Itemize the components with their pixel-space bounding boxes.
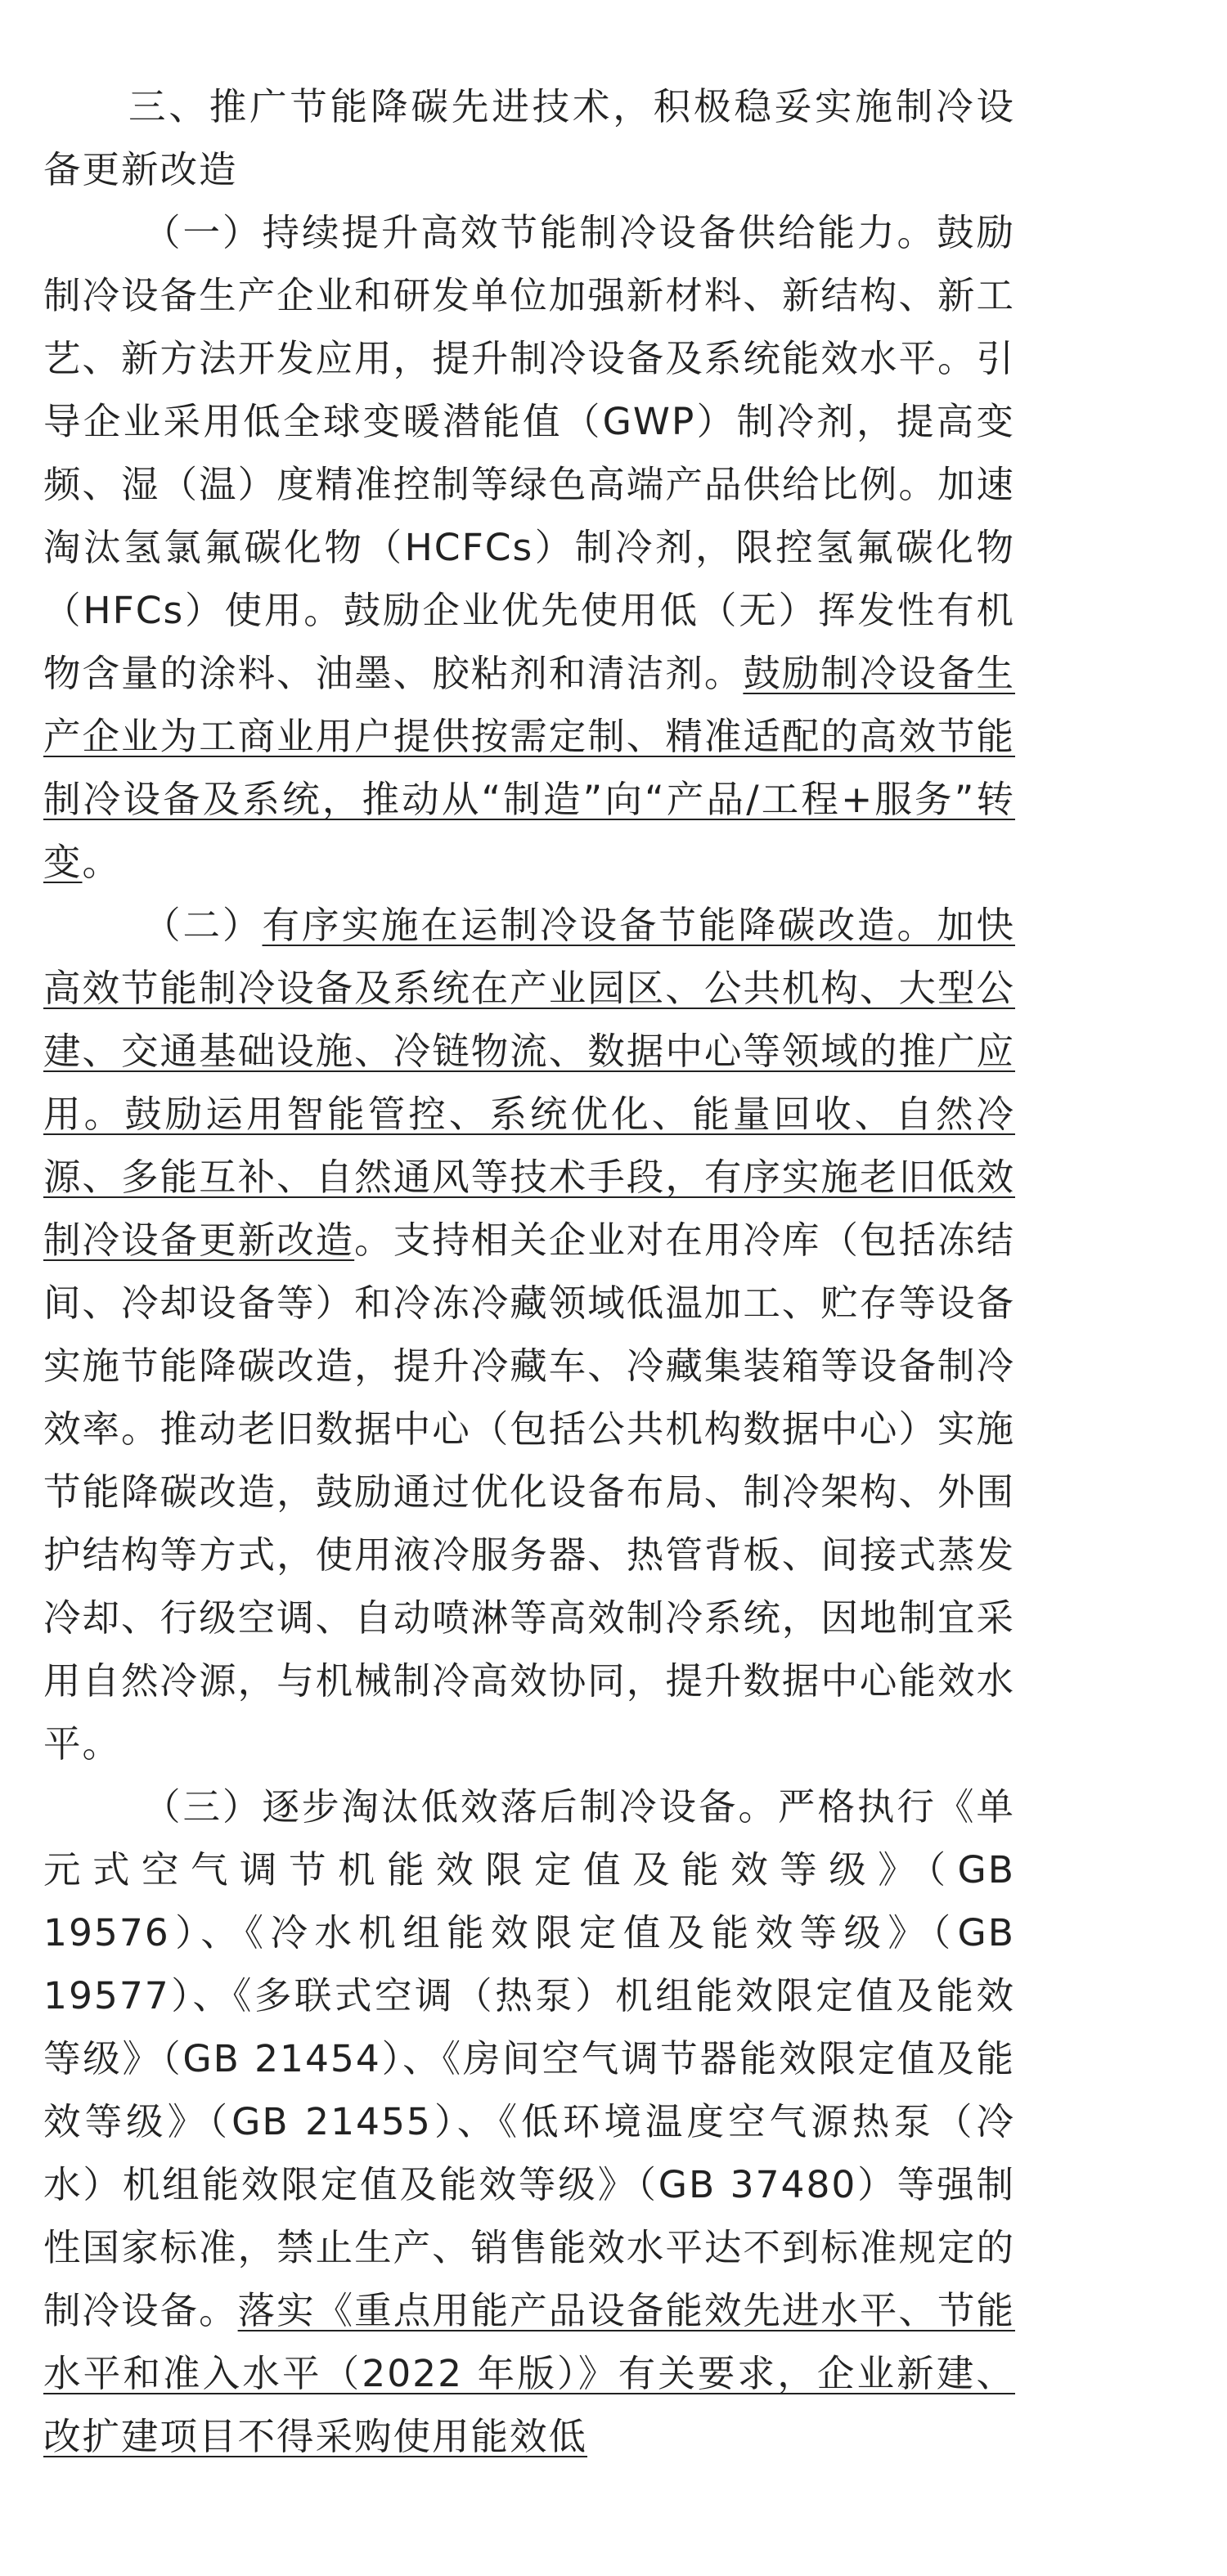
document-body — [43, 75, 1015, 2468]
underlined-text: 鼓励制冷设备生产企业为工商业用户提供按需定制、精准适配的高效节能制冷设备及系统，推动从“制造”向“产品/工程+服务”转变 — [43, 652, 1015, 884]
underlined-text: 落实《重点用能产品设备能效先进水平、节能水平和准入水平（2022 年版）》有关要求，企业新建、改扩建项目不得采购使用能效低 — [43, 2289, 1015, 2458]
underlined-text: 有序实施在运制冷设备节能降碳改造。加快高效节能制冷设备及系统在产业园区、公共机构、大型公建、交通基础设施、冷链物流、数据中心等领域的推广应用。鼓励运用智能管控、系统优化、能量回收、自然冷源、多能互补、自然通风等技术手段，有序实施老旧低效制冷设备更新改造 — [43, 904, 1015, 1262]
paragraph-text: 。 — [82, 841, 122, 884]
paragraph-retrofit — [43, 894, 1015, 1775]
section-heading — [43, 75, 1015, 201]
paragraph-text: （二） — [143, 904, 263, 947]
paragraph-text: （一）持续提升高效节能制冷设备供给能力。鼓励制冷设备生产企业和研发单位加强新材料、新结构、新工艺、新方法开发应用，提升制冷设备及系统能效水平。引导企业采用低全球变暖潜能值（GWP）制冷剂，提高变频、湿（温）度精准控制等绿色高端产品供给比例。加速淘汰氢氯氟碳化物（HCFCs）制冷剂，限控氢氟碳化物（HFCs）使用。鼓励企业优先使用低（无）挥发性有机物含量的涂料、油墨、胶粘剂和清洁剂。 — [43, 211, 1015, 695]
paragraph-phase-out — [43, 1775, 1015, 2468]
paragraph-text: 。支持相关企业对在用冷库（包括冻结间、冷却设备等）和冷冻冷藏领域低温加工、贮存等设备实施节能降碳改造，提升冷藏车、冷藏集装箱等设备制冷效率。推动老旧数据中心（包括公共机构数据中心）实施节能降碳改造，鼓励通过优化设备布局、制冷架构、外围护结构等方式，使用液冷服务器、热管背板、间接式蒸发冷却、行级空调、自动喷淋等高效制冷系统，因地制宜采用自然冷源，与机械制冷高效协同，提升数据中心能效水平。 — [43, 1218, 1015, 1766]
paragraph-supply-capacity — [43, 201, 1015, 894]
paragraph-text: （三）逐步淘汰低效落后制冷设备。严格执行《单元式空气调节机能效限定值及能效等级》（GB 19576）、《冷水机组能效限定值及能效等级》（GB 19577）、《多联式空调（热泵）机组能效限定值及能效等级》（GB 21454）、《房间空气调节器能效限定值及能效等级》（GB 21455）、《低环境温度空气源热泵（冷水）机组能效限定值及能效等级》（GB 37480）等强制性国家标准，禁止生产、销售能效水平达不到标准规定的制冷设备。 — [43, 1785, 1015, 2332]
section-heading-text: 三、推广节能降碳先进技术，积极稳妥实施制冷设备更新改造 — [43, 85, 1015, 191]
